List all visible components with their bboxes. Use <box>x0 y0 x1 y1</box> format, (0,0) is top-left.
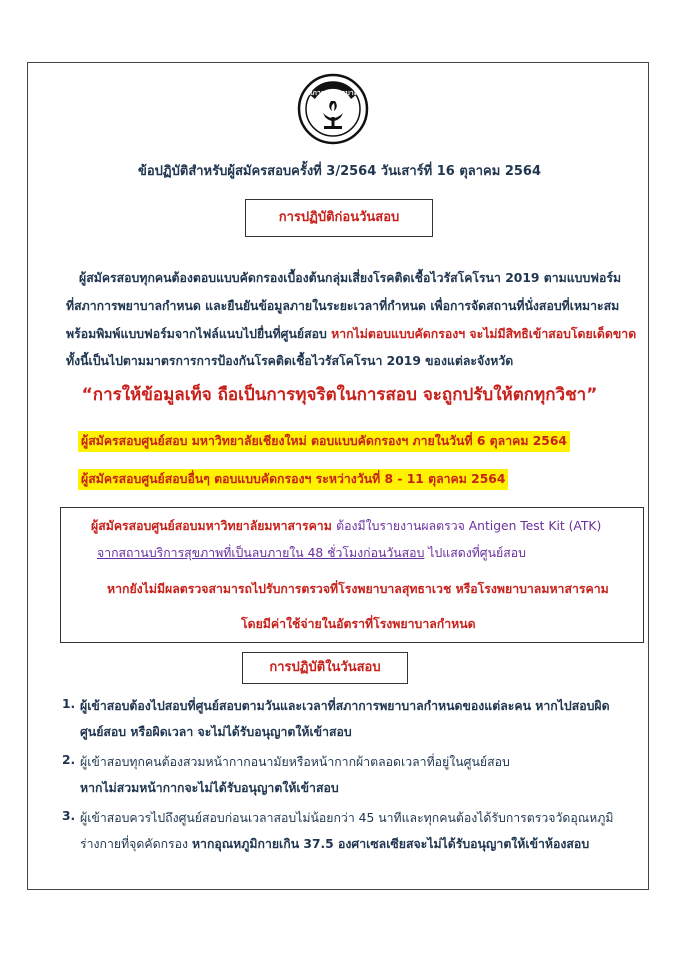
rule-1-number: 1. <box>62 697 76 711</box>
atk-line-1-center: ผู้สมัครสอบศูนย์สอบมหาวิทยาลัยมหาสารคาม <box>91 519 337 533</box>
highlight-other-centers-deadline: ผู้สมัครสอบศูนย์สอบอื่นๆ ตอบแบบคัดกรองฯ ระหว่างวันที่ 8 - 11 ตุลาคม 2564 <box>78 469 508 490</box>
section-before-exam-label: การปฏิบัติก่อนวันสอบ <box>245 199 433 237</box>
intro-line-4: ทั้งนี้เป็นไปตามมาตรการการป้องกันโรคติดเชื้อไวรัสโคโรนา 2019 ของแต่ละจังหวัด <box>66 354 514 368</box>
rule-3-line-1: ผู้เข้าสอบควรไปถึงศูนย์สอบก่อนเวลาสอบไม่น้อยกว่า 45 นาทีและทุกคนต้องได้รับการตรวจวัดอุณหภูมิ <box>80 811 614 825</box>
atk-line-2-condition: จากสถานบริการสุขภาพที่เป็นลบภายใน 48 ชั่วโมงก่อนวันสอบ <box>97 546 425 560</box>
logo-text: สภาการพยาบาล <box>307 89 359 97</box>
intro-line-3 <box>66 325 636 344</box>
rule-2-line-1: ผู้เข้าสอบทุกคนต้องสวมหน้ากากอนามัยหรือหน้ากากผ้าตลอดเวลาที่อยู่ในศูนย์สอบ <box>80 755 510 769</box>
atk-line-2 <box>97 544 526 563</box>
intro-line-2: ที่สภาการพยาบาลกำหนด และยืนยันข้อมูลภายในระยะเวลาที่กำหนด เพื่อการจัดสถานที่นั่งสอบที่เหมาะสม <box>66 299 620 313</box>
rule-1-line-2: ศูนย์สอบ หรือผิดเวลา จะไม่ได้รับอนุญาตให้เข้าสอบ <box>80 725 352 739</box>
atk-line-1 <box>91 517 601 536</box>
section-exam-day-label: การปฏิบัติในวันสอบ <box>242 652 408 684</box>
rule-2-line-2: หากไม่สวมหน้ากากจะไม่ได้รับอนุญาตให้เข้าสอบ <box>80 781 339 795</box>
intro-line-1: ผู้สมัครสอบทุกคนต้องตอบแบบคัดกรองเบื้องต้นกลุ่มเสี่ยงโรคติดเชื้อไวรัสโคโรนา 2019 ตามแบบฟอร์ม <box>79 271 622 285</box>
atk-line-3: หากยังไม่มีผลตรวจสามารถไปรับการตรวจที่โรงพยาบาลสุทธาเวช หรือโรงพยาบาลมหาสารคาม <box>107 582 609 596</box>
rule-1-line-1: ผู้เข้าสอบต้องไปสอบที่ศูนย์สอบตามวันและเวลาที่สภาการพยาบาลกำหนดของแต่ละคน หากไปสอบผิด <box>80 699 610 713</box>
nursing-council-logo <box>297 73 369 145</box>
rule-2-number: 2. <box>62 753 76 767</box>
atk-line-2-rest: ไปแสดงที่ศูนย์สอบ <box>424 546 526 560</box>
intro-warning: หากไม่ตอบแบบคัดกรองฯ จะไม่มีสิทธิเข้าสอบโดยเด็ดขาด <box>331 327 637 341</box>
atk-notice-box <box>60 507 644 643</box>
rule-3-number: 3. <box>62 809 76 823</box>
document-heading: ข้อปฏิบัติสำหรับผู้สมัครสอบครั้งที่ 3/2564 วันเสาร์ที่ 16 ตุลาคม 2564 <box>137 164 542 179</box>
intro-line-3-text: พร้อมพิมพ์แบบฟอร์มจากไฟล์แนบไปยื่นที่ศูนย์สอบ <box>66 327 332 341</box>
rule-3-temperature-warning: หากอุณหภูมิกายเกิน 37.5 องศาเซลเซียสจะไม่ได้รับอนุญาตให้เข้าห้องสอบ <box>191 837 590 851</box>
highlight-chiangmai-deadline: ผู้สมัครสอบศูนย์สอบ มหาวิทยาลัยเชียงใหม่ ตอบแบบคัดกรองฯ ภายในวันที่ 6 ตุลาคม 2564 <box>78 431 570 452</box>
false-info-warning-quote: “การให้ข้อมูลเท็จ ถือเป็นการทุจริตในการสอบ จะถูกปรับให้ตกทุกวิชา” <box>81 385 598 405</box>
atk-line-4: โดยมีค่าใช้จ่ายในอัตราที่โรงพยาบาลกำหนด <box>241 617 476 631</box>
rule-3-line-2-text: ร่างกายที่จุดคัดกรอง <box>80 837 192 851</box>
atk-line-1-requirement: ต้องมีใบรายงานผลตรวจ Antigen Test Kit (ATK) <box>336 519 602 533</box>
rule-3-line-2 <box>80 835 589 854</box>
